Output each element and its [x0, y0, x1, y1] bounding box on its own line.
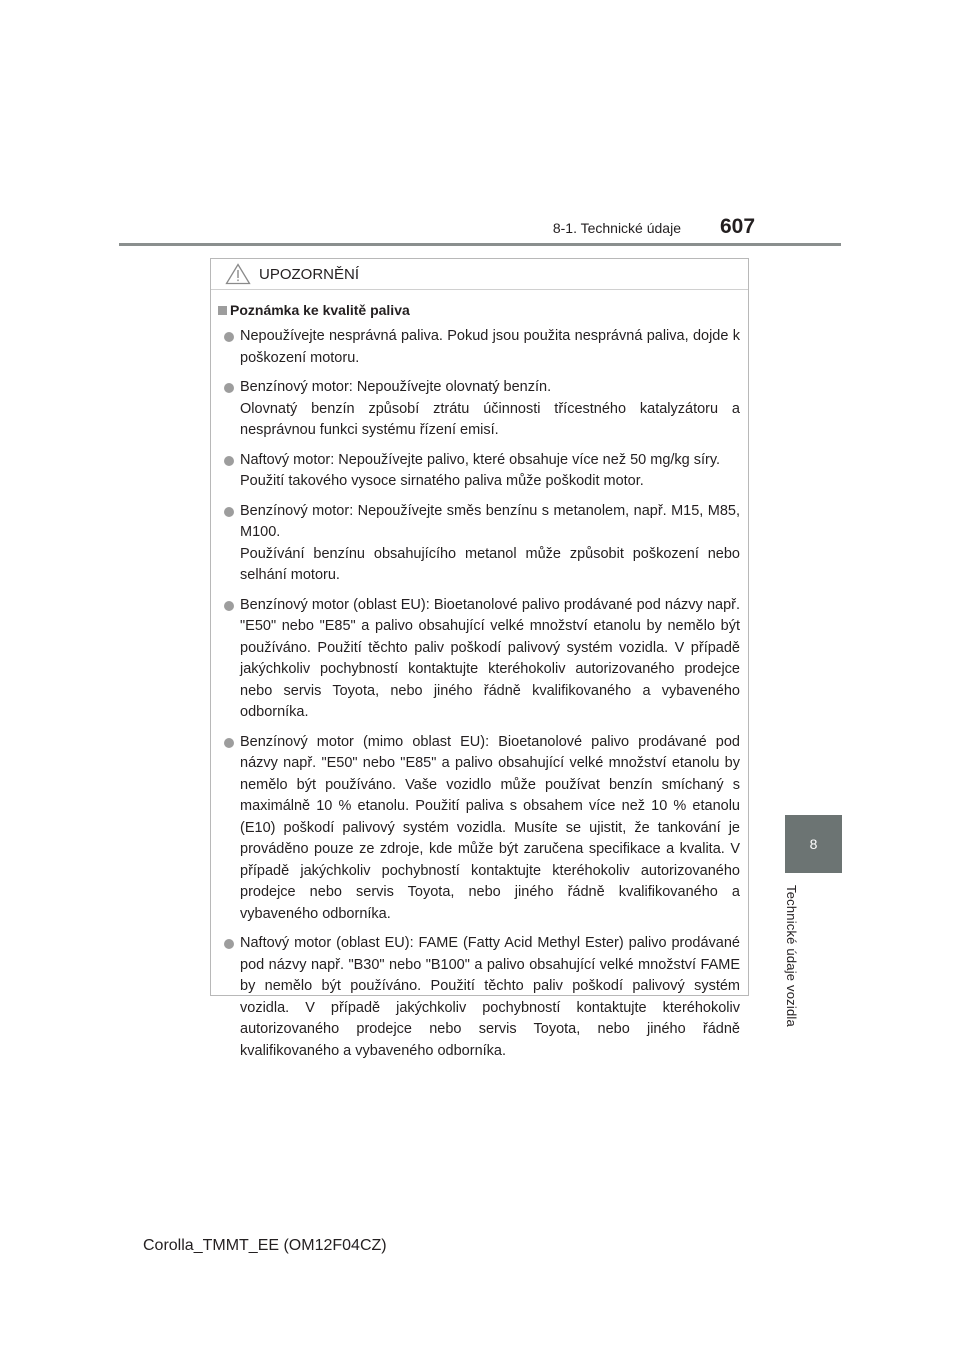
list-item: [218, 933, 740, 1062]
page-number: 607: [720, 215, 756, 238]
chapter-number: 8: [809, 836, 818, 852]
list-item: [218, 732, 740, 926]
list-item-text: Benzínový motor (mimo oblast EU): Bioetanolové palivo prodávané pod názvy např. "E50" nebo "E85" a palivo obsahující velké množství etanolu by nemělo být používáno. Vaše vozidlo může používat benzín smíchaný s maximálně 10 % etanolu. Použití paliva s obsahem více než 10 % etanolu (E10) poškodí palivový systém vozidla. Musíte se ujistit, že tankování je prováděno pouze ze zdroje, kde může být zaručena specifikace a kvalita. V případě jakýchkoliv pochybností kontaktujte kteréhokoliv autorizovaného prodejce nebo servis Toyota, nebo jiného řádně kvalifikovaného a vybaveného odborníka.: [240, 733, 740, 922]
section-title: 8-1. Technické údaje: [552, 220, 681, 236]
bullet-icon: [224, 601, 234, 611]
bullet-icon: [224, 738, 234, 748]
list-item: [218, 501, 740, 587]
bullet-icon: [224, 383, 234, 393]
bullet-icon: [224, 507, 234, 517]
warning-title: UPOZORNĚNÍ: [259, 265, 360, 283]
list-item-text: Naftový motor (oblast EU): FAME (Fatty Acid Methyl Ester) palivo prodávané pod názvy např. "B30" nebo "B100" a palivo obsahující velké množství FAME by nemělo být používáno. Použití těchto paliv poškodí palivový systém vozidla. V případě jakýchkoliv pochybností kontaktujte kteréhokoliv autorizovaného prodejce nebo servis Toyota, nebo jiného řádně kvalifikovaného a vybaveného odborníka.: [240, 935, 740, 1059]
list-item: [218, 595, 740, 724]
warning-header: [211, 259, 748, 290]
warning-content: [211, 290, 748, 1062]
chapter-label: Technické údaje vozidla: [784, 885, 799, 1027]
document-id: Corolla_TMMT_EE (OM12F04CZ): [143, 1237, 387, 1254]
section-heading: [218, 300, 740, 321]
list-item-text: Benzínový motor (oblast EU): Bioetanolové palivo prodávané pod názvy např. "E50" nebo "E85" a palivo obsahující velké množství etanolu by nemělo být používáno. Použití těchto paliv poškodí palivový systém vozidla. V případě jakýchkoliv pochybností kontaktujte kteréhokoliv autorizovaného prodejce nebo servis Toyota, nebo jiného řádně kvalifikovaného a vybaveného odborníka.: [240, 596, 740, 720]
square-bullet-icon: [218, 306, 227, 315]
bullet-icon: [224, 939, 234, 949]
chapter-tab[interactable]: [785, 815, 842, 873]
warning-box: [210, 258, 749, 1059]
bullet-icon: [224, 332, 234, 342]
list-item-text: Benzínový motor: Nepoužívejte směs benzínu s metanolem, např. M15, M85, M100. Používání benzínu obsahujícího metanol může způsobit poškození nebo selhání motoru.: [240, 502, 740, 583]
section-heading-text: Poznámka ke kvalitě paliva: [230, 302, 410, 318]
bullet-icon: [224, 456, 234, 466]
list-item-text: Naftový motor: Nepoužívejte palivo, které obsahuje více než 50 mg/kg síry. Použití takového vysoce sirnatého paliva může poškodit motor.: [240, 451, 721, 489]
header-divider: [119, 243, 841, 246]
list-item: [218, 450, 740, 493]
list-item: [218, 377, 740, 442]
list-item-text: Benzínový motor: Nepoužívejte olovnatý benzín. Olovnatý benzín způsobí ztrátu účinnosti třícestného katalyzátoru a nesprávnou funkci systému řízení emisí.: [240, 379, 740, 438]
list-item-text: Nepoužívejte nesprávná paliva. Pokud jsou použita nesprávná paliva, dojde k poškození motoru.: [240, 328, 740, 366]
warning-triangle-icon: [225, 263, 251, 285]
list-item: [218, 326, 740, 369]
